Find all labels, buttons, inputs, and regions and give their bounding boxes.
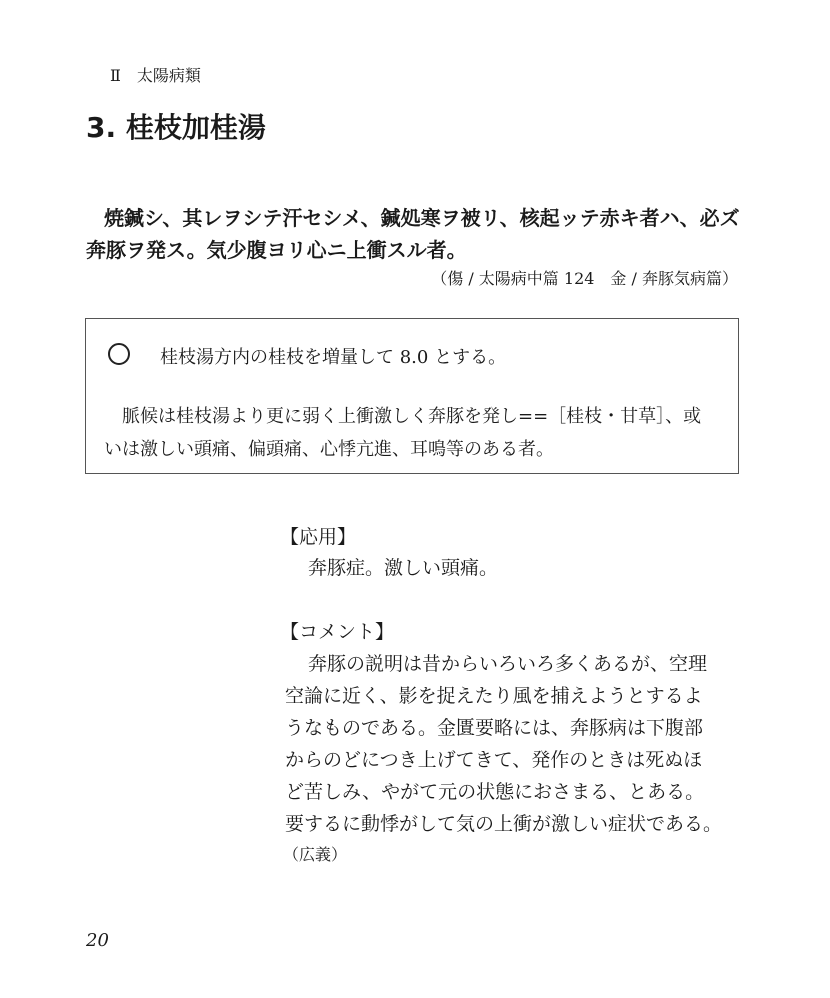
quote-line-2: 奔豚ヲ発ス。気少腹ヨリ心ニ上衝スル者。 [86,238,467,262]
citation: （傷 / 太陽病中篇 124 金 / 奔豚気病篇） [431,269,738,288]
application-text: 奔豚症。激しい頭痛。 [308,557,499,579]
quote-line-1: 焼鍼シ、其レヲシテ汗セシメ、鍼処寒ヲ被リ、核起ッテ赤キ者ハ、必ズ [104,206,740,230]
comment-line: うなものである。金匱要略には、奔豚病は下腹部 [285,717,704,739]
circle-mark-icon [108,343,130,365]
comment-line: 要するに動悸がして気の上衝が激しい症状である。 [285,813,723,835]
comment-line: 空論に近く、影を捉えたり風を捕えようとするよ [285,685,703,707]
section-heading: 3. 桂枝加桂湯 [86,111,266,144]
comment-note: （広義） [283,845,348,864]
box-line-1: 脈候は桂枝湯より更に弱く上衝激しく奔豚を発し==［桂枝・甘草］、或 [122,406,702,427]
application-title: 【応用】 [280,526,357,548]
box-line-2: いは激しい頭痛、偏頭痛、心悸亢進、耳鳴等のある者。 [104,439,554,460]
box-circle-line: 桂枝湯方内の桂枝を増量して 8.0 とする。 [160,347,507,368]
comment-title: 【コメント】 [280,621,395,643]
running-header: Ⅱ 太陽病類 [110,66,201,85]
comment-line: ど苦しみ、やがて元の状態におさまる、とある。 [285,781,705,803]
page-number: 20 [86,930,109,951]
comment-line: からのどにつき上げてきて、発作のときは死ぬほ [285,749,703,771]
comment-line: 奔豚の説明は昔からいろいろ多くあるが、空理 [308,653,708,675]
